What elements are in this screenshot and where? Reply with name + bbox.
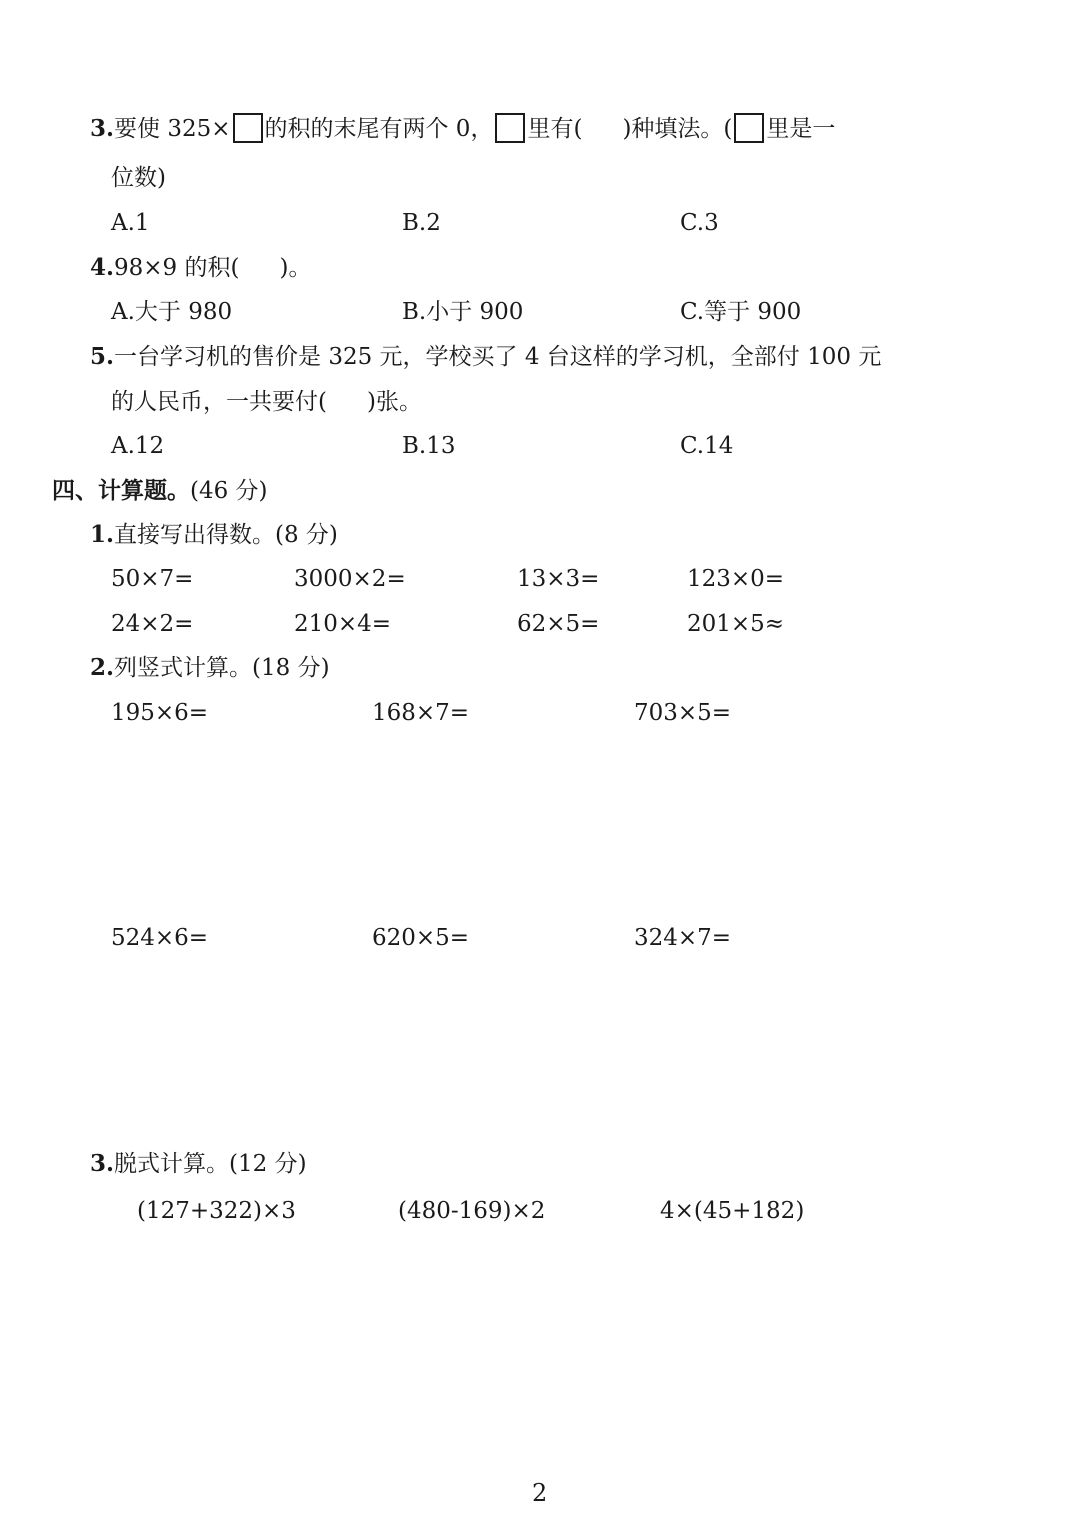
p2-item: 524×6= [111,925,209,951]
q3-line1 [90,113,835,145]
p2-item: 620×5= [372,925,470,951]
p2-score: (18 分) [252,655,330,681]
q4-option-b: B.小于 900 [402,299,524,325]
blank-box [734,113,764,143]
q5-line2 [111,386,422,418]
p3-item: (480-169)×2 [398,1198,546,1224]
p1-number: 1. [90,521,115,548]
p1-item: 3000×2= [294,566,406,592]
q4-text-a: 98×9 的积( [114,255,240,281]
q4-option-a: A.大于 980 [111,299,233,325]
p1-title: 直接写出得数。 [114,522,276,548]
q5-number: 5. [90,343,115,370]
p1-item: 62×5= [517,611,600,637]
p3-number: 3. [90,1150,115,1177]
q3-option-a: A.1 [111,210,150,236]
p2-item: 324×7= [634,925,732,951]
q5-text-2b: )张。 [366,389,422,415]
p3-heading [90,1148,307,1180]
q3-text-2: 的积的末尾有两个 0， [264,116,494,142]
q4-number: 4. [90,254,115,281]
q3-text-5: 里是一 [766,116,836,142]
p3-item: 4×(45+182) [660,1198,805,1224]
q5-option-b: B.13 [402,433,456,459]
p2-item: 168×7= [372,700,470,726]
q4-line [90,252,311,284]
p1-item: 210×4= [294,611,392,637]
q3-number: 3. [90,115,115,142]
p1-item: 123×0= [687,566,785,592]
p1-item: 13×3= [517,566,600,592]
p2-item: 195×6= [111,700,209,726]
q4-text-b: )。 [279,255,312,281]
q5-option-a: A.12 [111,433,165,459]
q3-text-1: 要使 325× [114,116,231,142]
p2-item: 703×5= [634,700,732,726]
q5-option-c: C.14 [680,433,734,459]
q5-line1 [90,341,881,373]
p3-item: (127+322)×3 [137,1198,296,1224]
p1-item: 50×7= [111,566,194,592]
p1-heading [90,519,338,551]
section-heading [52,475,268,507]
p1-item: 201×5≈ [687,611,785,637]
p2-number: 2. [90,654,115,681]
page-number: 2 [532,1479,548,1507]
p3-score: (12 分) [229,1151,307,1177]
q4-option-c: C.等于 900 [680,299,802,325]
section-score: (46 分) [190,478,268,504]
p1-score: (8 分) [275,522,338,548]
q3-text-4: )种填法。( [622,116,733,142]
q3-line2: 位数) [111,165,166,191]
q5-text-2a: 的人民币，一共要付( [111,389,327,415]
q3-text-3: 里有( [527,116,583,142]
p3-title: 脱式计算。 [114,1151,230,1177]
p1-item: 24×2= [111,611,194,637]
p2-title: 列竖式计算。 [114,655,253,681]
q5-text-1: 一台学习机的售价是 325 元，学校买了 4 台这样的学习机，全部付 100 元 [114,344,882,370]
q3-option-b: B.2 [402,210,441,236]
blank-box [495,113,525,143]
q3-option-c: C.3 [680,210,719,236]
p2-heading [90,652,330,684]
blank-box [233,113,263,143]
section-title: 四、计算题。 [52,477,190,504]
